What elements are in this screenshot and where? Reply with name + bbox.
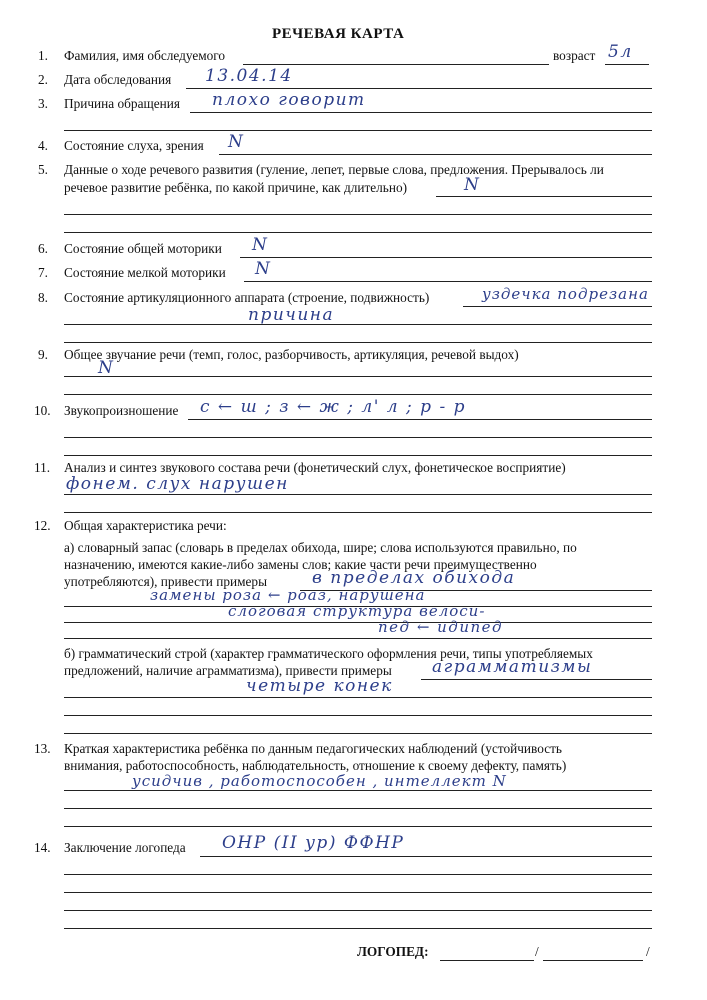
item-5-number: 5. [38, 162, 48, 177]
item-9-line-1 [64, 376, 652, 377]
item-5-line1: Данные о ходе речевого развития (гуление, лепет, первые слова, предложения. Прерывалось ли [64, 162, 604, 177]
age-line [605, 64, 649, 65]
item-9-value: N [98, 358, 115, 378]
item-3-number: 3. [38, 96, 48, 111]
item-9-number: 9. [38, 347, 48, 362]
item-12a-extra-line-2 [64, 622, 652, 623]
item-3-label: Причина обращения [64, 96, 180, 111]
item-9-line-2 [64, 394, 652, 395]
item-14-label: Заключение логопеда [64, 840, 186, 855]
item-14-extra-line-1 [64, 874, 652, 875]
item-11-line-1 [64, 494, 652, 495]
item-14-line [200, 856, 652, 857]
item-10-extra-line-2 [64, 455, 652, 456]
item-8-value-2: причина [248, 305, 335, 325]
item-14-number: 14. [34, 840, 51, 855]
item-11-label: Анализ и синтез звукового состава речи (фонетический слух, фонетическое восприятие) [64, 460, 566, 475]
item-13-value: усидчив , работоспособен , интеллект N [132, 772, 507, 790]
item-11-line-2 [64, 512, 652, 513]
item-12a-value-2: замены роза ← роаз, нарушена [150, 586, 426, 604]
item-12-number: 12. [34, 518, 51, 533]
item-13-line-2 [64, 808, 652, 809]
item-2-line [186, 88, 652, 89]
item-13-number: 13. [34, 741, 51, 756]
item-8-extra-line-1 [64, 324, 652, 325]
item-5-line2: речевое развитие ребёнка, по какой причине, как длительно) [64, 180, 408, 195]
item-12a-line3: употребляются), привести примеры [64, 574, 268, 589]
item-14-extra-line-4 [64, 928, 652, 929]
item-7-label: Состояние мелкой моторики [64, 265, 226, 280]
item-12a-value-1: в пределах обихода [312, 568, 516, 588]
item-14-value: ОНР (II ур) ФФНР [222, 833, 405, 853]
item-5-line [436, 196, 652, 197]
item-8-number: 8. [38, 290, 48, 305]
item-12a-value-4: пед ← идипед [378, 618, 504, 636]
item-12a-line2: назначению, имеются какие-либо замены слов; какие части речи преимущественно [64, 557, 537, 572]
item-13-line1: Краткая характеристика ребёнка по данным педагогических наблюдений (устойчивость [64, 741, 562, 756]
item-6-number: 6. [38, 241, 48, 256]
item-3-line [190, 112, 652, 113]
item-12-label: Общая характеристика речи: [64, 518, 227, 533]
item-9-label: Общее звучание речи (темп, голос, разборчивость, артикуляция, речевой выдох) [64, 347, 519, 362]
item-3-value: плохо говорит [212, 90, 366, 110]
item-14-extra-line-3 [64, 910, 652, 911]
item-2-number: 2. [38, 72, 48, 87]
item-14-extra-line-2 [64, 892, 652, 893]
item-10-value: с ← ш ; з ← ж ; л' л ; р - р [200, 397, 466, 417]
item-5-extra-line-2 [64, 232, 652, 233]
item-12b-line2: предложений, наличие аграмматизма), привести примеры [64, 663, 392, 678]
item-12b-value-1: аграмматизмы [432, 657, 593, 677]
logoped-separator-2: / [646, 944, 650, 959]
item-7-value: N [255, 259, 272, 279]
item-13-line2: внимания, работоспособность, наблюдательность, отношение к своему дефекту, память) [64, 758, 567, 773]
logoped-signature-line [440, 960, 534, 961]
item-12a-line1: а) словарный запас (словарь в пределах обихода, шире; слова используются правильно, по [64, 540, 577, 555]
item-12b-extra-line-2 [64, 715, 652, 716]
item-13-line-1 [64, 790, 652, 791]
item-11-number: 11. [34, 460, 51, 475]
item-1-number: 1. [38, 48, 48, 63]
item-12b-line [421, 679, 652, 680]
logoped-name-line [543, 960, 643, 961]
item-12a-extra-line-3 [64, 638, 652, 639]
item-10-label: Звукопроизношение [64, 403, 179, 418]
item-1-line [243, 64, 549, 65]
item-5-extra-line-1 [64, 214, 652, 215]
item-3-extra-line [64, 130, 652, 131]
item-12b-extra-line-3 [64, 733, 652, 734]
item-12b-value-2: четыре конек [246, 676, 393, 696]
item-12b-extra-line-1 [64, 697, 652, 698]
item-12a-value-3: слоговая структура велоси- [228, 602, 486, 620]
item-11-value: фонем. слух нарушен [66, 474, 289, 494]
item-4-line [219, 154, 652, 155]
item-8-value-1: уздечка подрезана [482, 285, 649, 303]
item-8-line [463, 306, 652, 307]
item-10-line [188, 419, 652, 420]
item-12b-line1: б) грамматический строй (характер грамматического оформления речи, типы употребляемых [64, 646, 593, 661]
item-6-value: N [252, 235, 269, 255]
item-8-label: Состояние артикуляционного аппарата (строение, подвижность) [64, 290, 430, 305]
item-7-number: 7. [38, 265, 48, 280]
item-10-number: 10. [34, 403, 51, 418]
item-7-line [244, 281, 652, 282]
item-10-extra-line-1 [64, 437, 652, 438]
age-label: возраст [553, 48, 596, 63]
item-2-value: 13.04.14 [205, 66, 293, 86]
item-4-number: 4. [38, 138, 48, 153]
age-value: 5л [608, 42, 633, 62]
item-8-extra-line-2 [64, 342, 652, 343]
item-2-label: Дата обследования [64, 72, 172, 87]
item-4-label: Состояние слуха, зрения [64, 138, 204, 153]
page-title: РЕЧЕВАЯ КАРТА [272, 26, 405, 42]
item-6-label: Состояние общей моторики [64, 241, 222, 256]
item-6-line [240, 257, 652, 258]
item-5-value: N [464, 175, 481, 195]
logoped-label: ЛОГОПЕД: [357, 944, 429, 959]
item-4-value: N [228, 132, 245, 152]
logoped-separator-1: / [535, 944, 539, 959]
item-13-line-3 [64, 826, 652, 827]
item-1-label: Фамилия, имя обследуемого [64, 48, 226, 63]
